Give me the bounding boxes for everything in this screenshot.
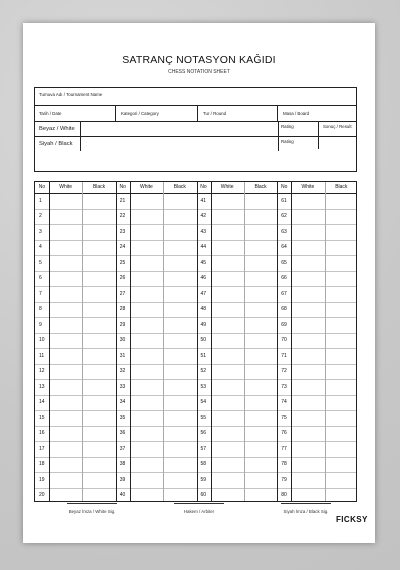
move-number: 58 xyxy=(200,461,207,468)
black-label: Siyah / Black xyxy=(39,141,73,147)
sheet-subtitle: CHESS NOTATION SHEET xyxy=(168,69,230,75)
signature-line xyxy=(67,503,117,504)
move-number: 56 xyxy=(200,430,207,437)
move-number: 80 xyxy=(281,492,287,499)
move-number: 76 xyxy=(281,430,287,437)
block-divider xyxy=(197,182,198,501)
block-divider xyxy=(277,182,278,501)
move-number: 44 xyxy=(200,244,207,251)
move-number: 49 xyxy=(200,321,207,328)
move-number: 66 xyxy=(281,275,287,282)
move-number: 65 xyxy=(281,259,287,266)
move-number: 13 xyxy=(39,383,45,390)
move-number: 74 xyxy=(281,399,287,406)
move-number: 12 xyxy=(39,368,45,375)
move-number: 68 xyxy=(281,306,287,313)
col-header-white: White xyxy=(301,184,315,190)
black-rating-label: Rating xyxy=(281,139,294,144)
brand-logo: FICKSY xyxy=(336,515,368,524)
move-number: 34 xyxy=(119,399,126,406)
meta-row xyxy=(35,105,356,122)
move-number: 7 xyxy=(39,290,42,297)
move-number: 36 xyxy=(119,430,126,437)
move-number: 27 xyxy=(119,290,126,297)
move-number: 71 xyxy=(281,352,287,359)
block-divider xyxy=(116,182,117,501)
move-number: 14 xyxy=(39,399,45,406)
move-number: 43 xyxy=(200,228,207,235)
move-number: 20 xyxy=(39,492,45,499)
move-number: 59 xyxy=(200,476,207,483)
move-number: 48 xyxy=(200,306,207,313)
divider xyxy=(115,105,116,121)
move-number: 39 xyxy=(119,476,126,483)
col-header-no: No xyxy=(38,184,46,190)
col-header-white: White xyxy=(140,184,153,190)
move-number: 78 xyxy=(281,461,287,468)
move-number: 57 xyxy=(200,445,207,452)
no-column-divider xyxy=(211,182,212,501)
move-number: 60 xyxy=(200,492,207,499)
move-number: 67 xyxy=(281,290,287,297)
move-number: 31 xyxy=(119,352,126,359)
col-header-no: No xyxy=(200,184,207,190)
move-number: 30 xyxy=(119,337,126,344)
move-number: 41 xyxy=(200,197,207,204)
col-header-white: White xyxy=(59,184,73,190)
move-number: 73 xyxy=(281,383,287,390)
move-number: 53 xyxy=(200,383,207,390)
move-number: 72 xyxy=(281,368,287,375)
white-signature xyxy=(62,503,122,514)
white-black-divider xyxy=(325,182,326,501)
col-header-no: No xyxy=(281,184,288,190)
move-number: 47 xyxy=(200,290,207,297)
moves-table xyxy=(34,181,357,502)
move-number: 37 xyxy=(119,445,126,452)
col-header-no: No xyxy=(119,184,126,190)
move-number: 18 xyxy=(39,461,45,468)
move-number: 15 xyxy=(39,414,45,421)
move-number: 17 xyxy=(39,445,45,452)
move-number: 46 xyxy=(200,275,207,282)
move-number: 8 xyxy=(39,306,42,313)
col-header-black: Black xyxy=(173,184,186,190)
move-number: 63 xyxy=(281,228,287,235)
white-rating-label: Rating xyxy=(281,124,294,129)
move-number: 33 xyxy=(119,383,126,390)
move-number: 3 xyxy=(39,228,42,235)
game-info-box xyxy=(34,87,357,172)
black-player-row xyxy=(35,136,356,151)
round-label: Tur / Round xyxy=(203,111,227,116)
move-number: 10 xyxy=(39,337,45,344)
move-number: 9 xyxy=(39,321,42,328)
result-label: Sonuç / Result xyxy=(323,124,352,129)
white-signature-label: Beyaz İmza / White Sig. xyxy=(68,509,116,514)
no-column-divider xyxy=(49,182,50,501)
divider xyxy=(197,105,198,121)
date-label: Tarih / Date xyxy=(39,111,62,116)
move-number: 5 xyxy=(39,259,42,266)
move-number: 61 xyxy=(281,197,287,204)
move-number: 11 xyxy=(39,352,45,359)
move-number: 45 xyxy=(200,259,207,266)
move-number: 35 xyxy=(119,414,126,421)
move-number: 75 xyxy=(281,414,287,421)
board-label: Masa / Board xyxy=(283,111,310,116)
category-label: Kategori / Category xyxy=(121,111,159,116)
move-number: 62 xyxy=(281,213,287,220)
move-number: 29 xyxy=(119,321,126,328)
divider xyxy=(318,121,319,149)
white-player-row xyxy=(35,121,356,137)
white-black-divider xyxy=(163,182,164,501)
move-number: 16 xyxy=(39,430,45,437)
divider xyxy=(278,136,279,151)
referee-signature-label: Hakem / Arbiter xyxy=(183,509,215,514)
move-number: 77 xyxy=(281,445,287,452)
move-number: 1 xyxy=(39,197,42,204)
move-number: 52 xyxy=(200,368,207,375)
move-number: 79 xyxy=(281,476,287,483)
referee-signature xyxy=(169,503,229,514)
divider xyxy=(80,121,81,136)
move-number: 23 xyxy=(119,228,126,235)
move-number: 22 xyxy=(119,213,126,220)
move-number: 70 xyxy=(281,337,287,344)
col-header-black: Black xyxy=(335,184,348,190)
move-number: 55 xyxy=(200,414,207,421)
divider xyxy=(277,105,278,121)
move-number: 2 xyxy=(39,213,42,220)
move-number: 24 xyxy=(119,244,126,251)
move-number: 54 xyxy=(200,399,207,406)
divider xyxy=(80,136,81,151)
move-number: 25 xyxy=(119,259,126,266)
no-column-divider xyxy=(291,182,292,501)
move-number: 4 xyxy=(39,244,42,251)
tournament-label: Turnuva Adı / Tournament Name xyxy=(39,92,103,97)
move-number: 21 xyxy=(119,197,126,204)
sheet-title: SATRANÇ NOTASYON KAĞIDI xyxy=(122,54,276,66)
move-number: 6 xyxy=(39,275,42,282)
col-header-white: White xyxy=(220,184,234,190)
white-black-divider xyxy=(244,182,245,501)
col-header-black: Black xyxy=(92,184,106,190)
tournament-row xyxy=(35,88,356,106)
move-number: 64 xyxy=(281,244,287,251)
move-number: 69 xyxy=(281,321,287,328)
col-header-black: Black xyxy=(254,184,267,190)
no-column-divider xyxy=(130,182,131,501)
white-label: Beyaz / White xyxy=(39,126,75,132)
black-signature-label: Siyah İmza / Black Sig. xyxy=(283,509,329,514)
white-black-divider xyxy=(82,182,83,501)
move-number: 40 xyxy=(119,492,126,499)
move-number: 38 xyxy=(119,461,126,468)
divider xyxy=(278,121,279,136)
notation-sheet xyxy=(23,23,375,543)
signature-line xyxy=(281,503,331,504)
move-number: 32 xyxy=(119,368,126,375)
move-number: 51 xyxy=(200,352,207,359)
move-number: 26 xyxy=(119,275,126,282)
move-number: 50 xyxy=(200,337,207,344)
move-number: 42 xyxy=(200,213,207,220)
black-signature xyxy=(276,503,336,514)
signature-line xyxy=(174,503,224,504)
move-number: 19 xyxy=(39,476,45,483)
move-number: 28 xyxy=(119,306,126,313)
